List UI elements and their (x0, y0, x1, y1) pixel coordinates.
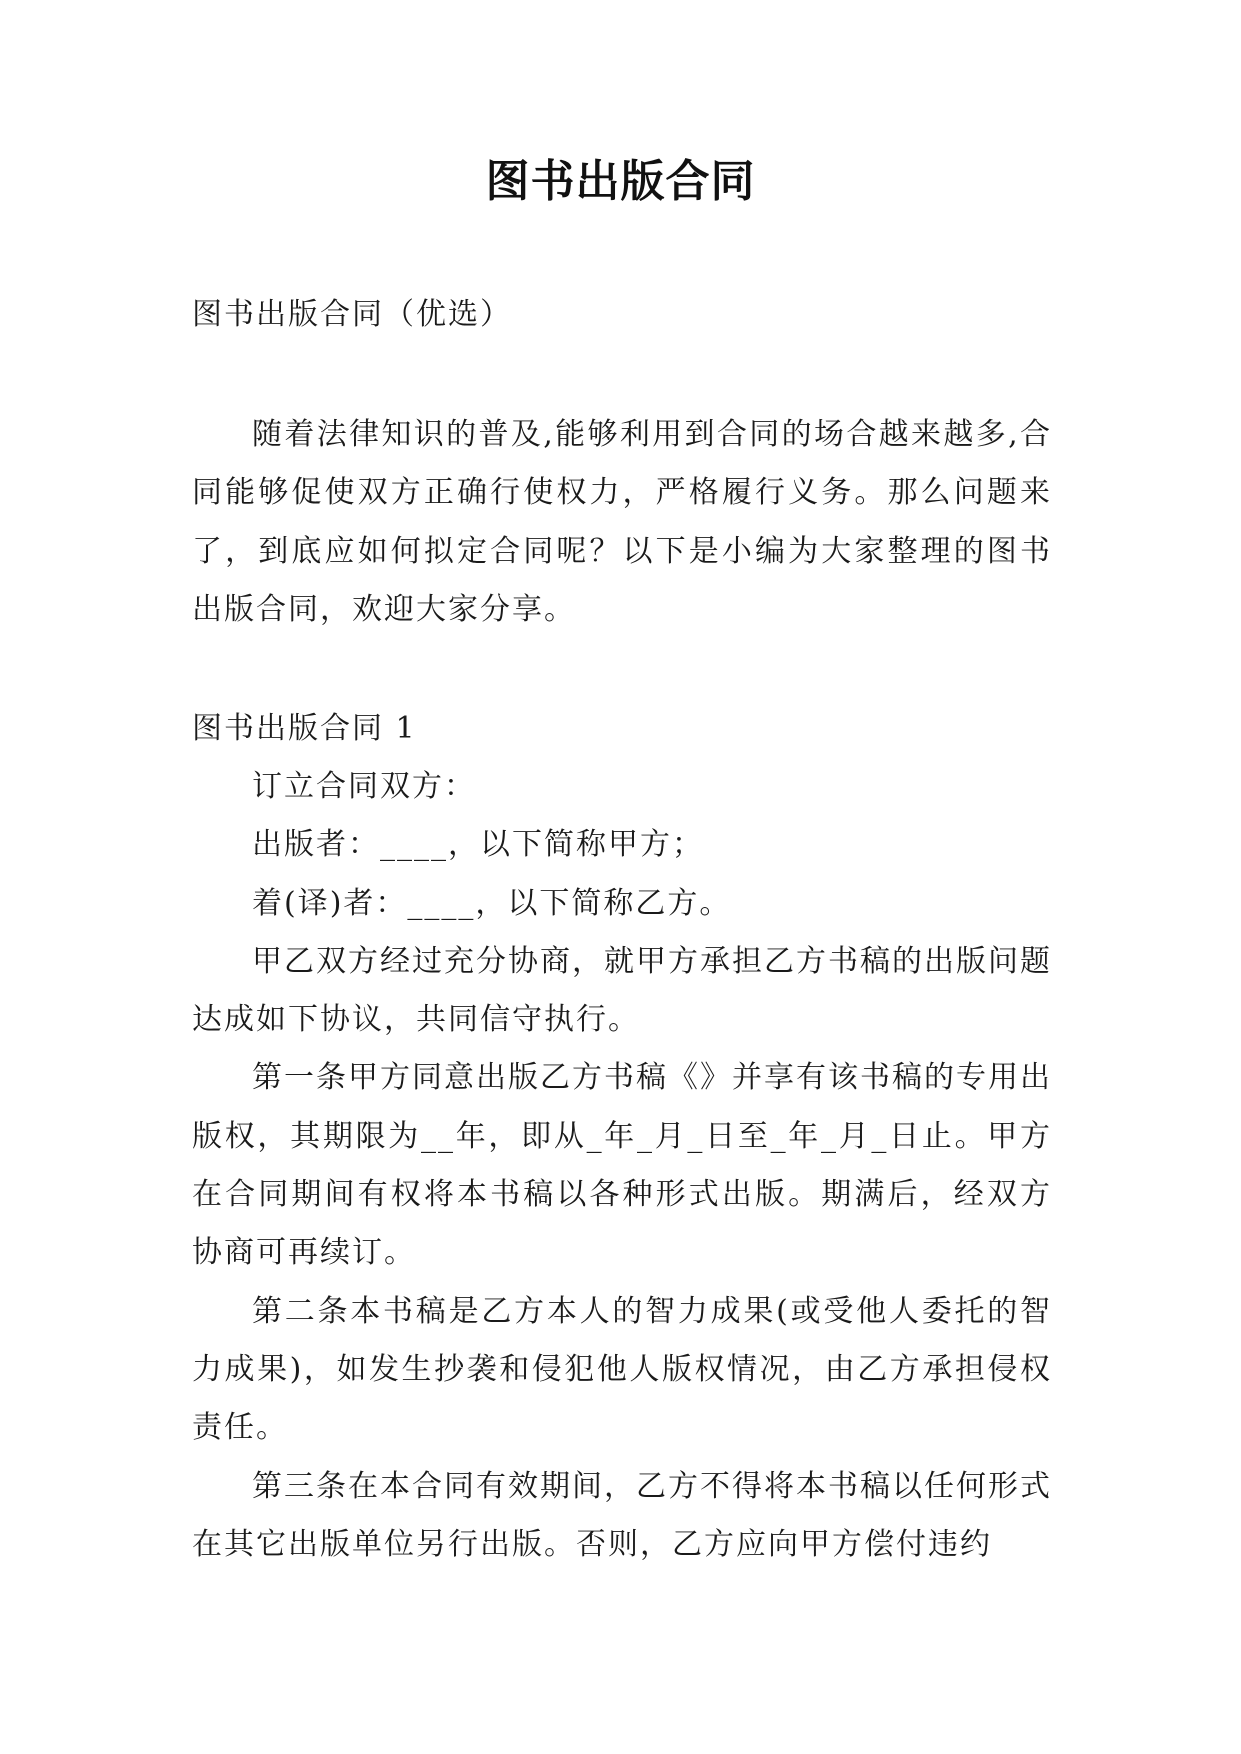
article-1: 第一条甲方同意出版乙方书稿《》并享有该书稿的专用出版权，其期限为__年，即从_年_月_日至_年_月_日止。甲方在合同期间有权将本书稿以各种形式出版。期满后，经双方协商可再续订。 (192, 1060, 1052, 1271)
section-heading: 图书出版合同 1 (192, 711, 417, 746)
publisher-line: 出版者：____，以下简称甲方； (252, 827, 704, 863)
article-3: 第三条在本合同有效期间，乙方不得将本书稿以任何形式在其它出版单位另行出版。否则，乙方应向甲方偿付违约 (192, 1468, 1052, 1562)
document-subtitle: 图书出版合同（优选） (192, 297, 512, 332)
agreement-paragraph: 甲乙双方经过充分协商，就甲方承担乙方书稿的出版问题达成如下协议，共同信守执行。 (192, 943, 1052, 1038)
parties-intro: 订立合同双方： (252, 769, 476, 804)
article-2: 第二条本书稿是乙方本人的智力成果(或受他人委托的智力成果)，如发生抄袭和侵犯他人版权情况，由乙方承担侵权责任。 (192, 1293, 1052, 1446)
document-title: 图书出版合同 (485, 156, 756, 207)
contract-section-1 (192, 700, 1052, 1574)
intro-paragraph: 随着法律知识的普及,能够利用到合同的场合越来越多,合同能够促使双方正确行使权力，严格履行义务。那么问题来了，到底应如何拟定合同呢？以下是小编为大家整理的图书出版合同，欢迎大家分享。 (192, 417, 1052, 627)
author-line: 着(译)者：____，以下简称乙方。 (252, 885, 732, 921)
